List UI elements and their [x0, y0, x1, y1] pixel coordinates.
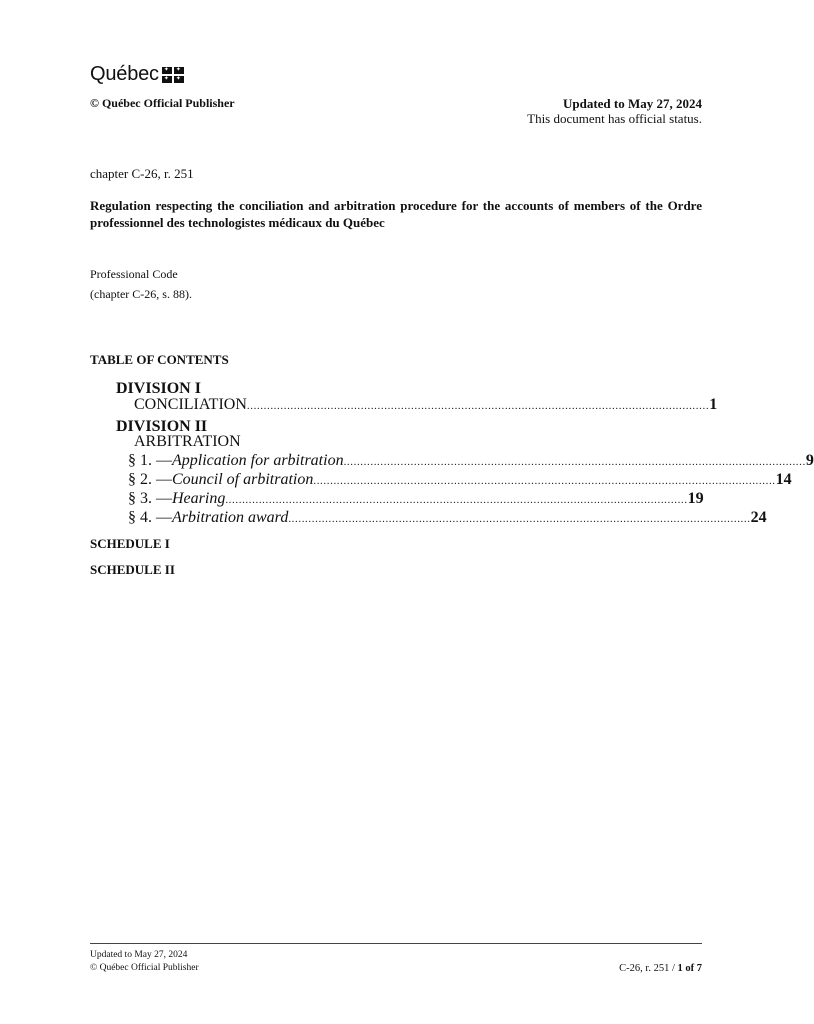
toc-leader-dots: ..........................................................................................................................................	[288, 513, 751, 525]
footer-page-ref	[619, 963, 702, 974]
publisher-label: © Québec Official Publisher	[90, 96, 235, 110]
source-line-2: (chapter C-26, s. 88).	[90, 287, 192, 301]
toc-entry-label: Application for arbitration	[172, 452, 344, 469]
toc-entry-page: 14	[775, 471, 792, 488]
logo-text: Québec	[90, 62, 159, 85]
toc-schedule-2[interactable]: SCHEDULE II	[90, 562, 175, 577]
toc-leader-dots: ..........................................................................................................................................	[343, 456, 806, 468]
toc-leader-dots: ..........................................................................................................................................	[313, 475, 776, 487]
toc-leader-dots: ..........................................................................................................................................	[225, 494, 688, 506]
updated-date: Updated to May 27, 2024	[562, 96, 702, 111]
regulation-title: Regulation respecting the conciliation and arbitration procedure for the accounts of members of the Ordre professionnel des technologistes médicaux du Québec	[90, 198, 702, 230]
page-number: 1 of 7	[677, 963, 702, 974]
toc-entry-page: 19	[687, 490, 704, 507]
toc-entry-conciliation[interactable]	[134, 396, 718, 414]
toc-leader-dots: ..........................................................................................................................................	[246, 400, 710, 412]
toc-division-2-title: DIVISION II	[116, 418, 208, 435]
toc-heading: TABLE OF CONTENTS	[90, 352, 229, 367]
footer-divider	[90, 943, 702, 944]
toc-schedule-1[interactable]: SCHEDULE I	[90, 536, 170, 551]
chapter-reference: chapter C-26, r. 251	[90, 166, 194, 181]
toc-division-1-title: DIVISION I	[116, 380, 201, 397]
source-line-1: Professional Code	[90, 267, 178, 281]
toc-entry-prefix: § 4. —	[128, 509, 172, 526]
footer-left	[90, 949, 199, 975]
toc-entry-page: 24	[750, 509, 767, 526]
update-status	[527, 96, 702, 126]
toc-entry-label: Council of arbitration	[172, 471, 314, 488]
toc-entry-label: Hearing	[172, 490, 226, 507]
toc-entry-council[interactable]	[128, 471, 792, 489]
toc-entry-page: 9	[805, 452, 814, 469]
fleur-de-lis-flag-icon	[162, 67, 184, 83]
toc-entry-prefix: § 2. —	[128, 471, 172, 488]
footer-publisher: © Québec Official Publisher	[90, 963, 199, 973]
footer-reference: C-26, r. 251 /	[619, 963, 678, 974]
enabling-source	[90, 264, 192, 304]
toc-entry-award[interactable]	[128, 509, 767, 527]
toc-entry-label: Arbitration award	[172, 509, 289, 526]
footer-updated: Updated to May 27, 2024	[90, 950, 188, 960]
toc-entry-prefix: § 3. —	[128, 490, 172, 507]
toc-entry-application[interactable]	[128, 452, 814, 470]
toc-division-2-subtitle: ARBITRATION	[134, 433, 241, 450]
toc-entry-label: CONCILIATION	[134, 396, 247, 413]
quebec-logo	[90, 62, 184, 86]
toc-entry-page: 1	[709, 396, 718, 413]
official-status: This document has official status.	[527, 111, 702, 126]
toc-entry-prefix: § 1. —	[128, 452, 172, 469]
toc-entry-hearing[interactable]	[128, 490, 704, 508]
